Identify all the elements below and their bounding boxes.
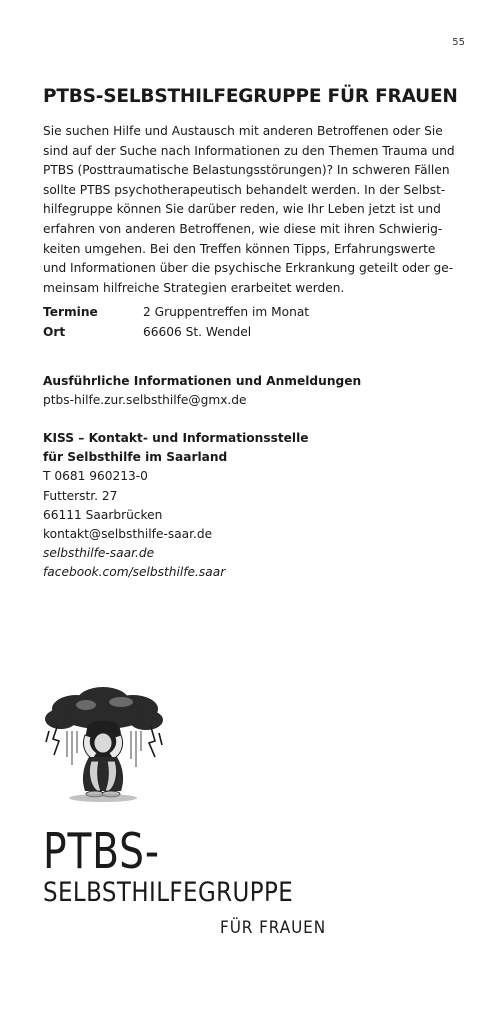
kiss-city: 66111 Saarbrücken (43, 507, 163, 522)
intro-paragraph (43, 122, 455, 298)
intro-line: sollte PTBS psychotherapeutisch behandelt werden. In der Selbst- (43, 182, 446, 197)
intro-line: erfahren von anderen Betroffenen, wie diese mit ihren Schwierig- (43, 221, 443, 236)
intro-line: Sie suchen Hilfe und Austausch mit anderen Betroffenen oder Sie (43, 124, 443, 138)
kiss-heading-line2: für Selbsthilfe im Saarland (43, 450, 228, 465)
info-heading: Ausführliche Informationen und Anmeldungen (43, 374, 362, 388)
ort-value: 66606 St. Wendel (143, 324, 252, 339)
termine-label: Termine (43, 305, 98, 319)
page-title: PTBS-SELBSTHILFEGRUPPE FÜR FRAUEN (43, 86, 458, 107)
ort-label: Ort (43, 324, 66, 339)
logo-line2: SELBSTHILFEGRUPPE (43, 877, 294, 908)
intro-line: und Informationen über die psychische Erkrankung geteilt oder ge- (43, 261, 454, 276)
info-email-link[interactable]: ptbs-hilfe.zur.selbsthilfe@gmx.de (43, 393, 247, 408)
intro-line: sind auf der Suche nach Informationen zu den Themen Trauma und (43, 143, 455, 158)
fact-row-termine (43, 303, 309, 323)
kiss-contact-section (43, 429, 309, 583)
kiss-email-link[interactable]: kontakt@selbsthilfe-saar.de (43, 527, 213, 542)
kiss-phone: T 0681 960213-0 (43, 469, 148, 484)
info-section (43, 372, 361, 410)
kiss-heading-line1: KISS – Kontakt- und Informationsstelle (43, 431, 309, 445)
meeting-facts (43, 303, 309, 342)
intro-line: meinsam hilfreiche Strategien erarbeitet werden. (43, 280, 345, 295)
page-number: 55 (452, 37, 465, 48)
fact-row-ort (43, 323, 309, 343)
ptbs-logo-wordmark (43, 823, 337, 938)
kiss-website-link[interactable]: selbsthilfe-saar.de (43, 546, 155, 561)
logo-line1: PTBS- (43, 823, 160, 880)
kiss-facebook-link[interactable]: facebook.com/selbsthilfe.saar (43, 565, 226, 580)
kiss-street: Futterstr. 27 (43, 488, 118, 503)
intro-line: PTBS (Posttraumatische Belastungsstörungen)? In schweren Fällen (43, 163, 450, 178)
distressed-woman-illustration (41, 687, 166, 807)
intro-line: hilfegruppe können Sie darüber reden, wie Ihr Leben jetzt ist und (43, 202, 441, 217)
intro-line: keiten umgehen. Bei den Treffen können Tipps, Erfahrungswerte (43, 241, 436, 256)
termine-value: 2 Gruppentreffen im Monat (143, 305, 310, 319)
logo-line3: FÜR FRAUEN (220, 918, 327, 938)
